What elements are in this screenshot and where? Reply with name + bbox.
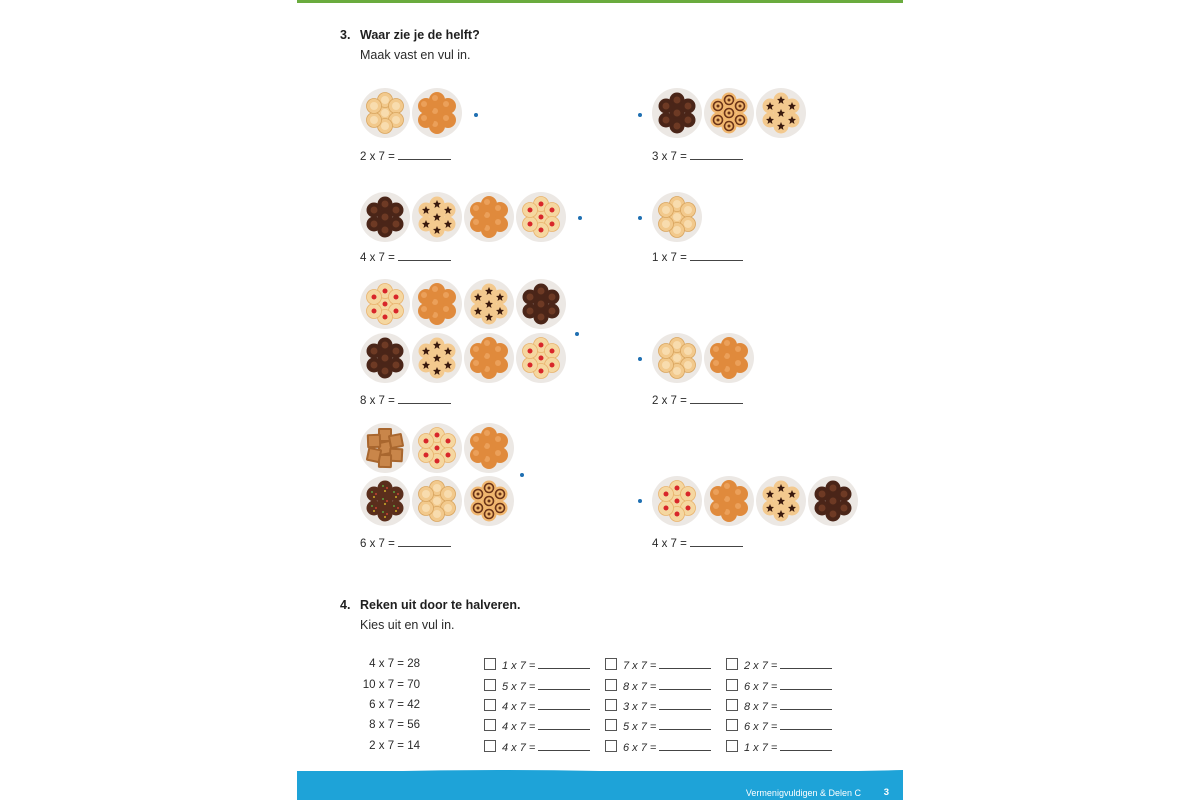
connect-dot[interactable] bbox=[575, 332, 579, 336]
checkbox[interactable] bbox=[484, 719, 496, 731]
connect-dot[interactable] bbox=[474, 113, 478, 117]
checkbox[interactable] bbox=[605, 658, 617, 670]
q3-equation: 1 x 7 = bbox=[652, 251, 743, 264]
given-equation: 6 x 7 = 42 bbox=[369, 699, 420, 711]
option-label: 6 x 7 = bbox=[744, 721, 778, 733]
answer-blank[interactable] bbox=[780, 741, 832, 751]
connect-dot[interactable] bbox=[638, 113, 642, 117]
checkbox[interactable] bbox=[726, 740, 738, 752]
option-choice bbox=[484, 740, 590, 754]
q4-number: 4. bbox=[340, 598, 351, 612]
cookie-plate bbox=[516, 279, 566, 329]
option-choice bbox=[605, 699, 711, 713]
q4-title-text: Reken uit door te halveren. bbox=[360, 598, 521, 612]
checkbox[interactable] bbox=[484, 740, 496, 752]
option-label: 4 x 7 = bbox=[502, 721, 536, 733]
cookie-plate bbox=[412, 423, 462, 473]
q3-equation: 3 x 7 = bbox=[652, 150, 743, 163]
option-label: 4 x 7 = bbox=[502, 742, 536, 754]
answer-blank[interactable] bbox=[659, 720, 711, 730]
option-label: 5 x 7 = bbox=[623, 721, 657, 733]
cookie-plate bbox=[756, 476, 806, 526]
answer-blank[interactable] bbox=[780, 659, 832, 669]
option-label: 1 x 7 = bbox=[502, 660, 536, 672]
cookie-plate bbox=[652, 476, 702, 526]
answer-blank[interactable] bbox=[780, 680, 832, 690]
cookie-plate bbox=[516, 333, 566, 383]
option-choice bbox=[726, 699, 832, 713]
answer-blank[interactable] bbox=[538, 680, 590, 690]
answer-blank[interactable] bbox=[690, 394, 743, 404]
checkbox[interactable] bbox=[605, 740, 617, 752]
option-label: 5 x 7 = bbox=[502, 681, 536, 693]
answer-blank[interactable] bbox=[780, 700, 832, 710]
checkbox[interactable] bbox=[484, 699, 496, 711]
checkbox[interactable] bbox=[726, 719, 738, 731]
cookie-plate bbox=[464, 192, 514, 242]
cookie-plate bbox=[360, 423, 410, 473]
answer-blank[interactable] bbox=[398, 150, 451, 160]
answer-blank[interactable] bbox=[538, 659, 590, 669]
option-label: 2 x 7 = bbox=[744, 660, 778, 672]
answer-blank[interactable] bbox=[690, 150, 743, 160]
cookie-plate bbox=[464, 333, 514, 383]
answer-blank[interactable] bbox=[538, 741, 590, 751]
cookie-plate bbox=[652, 192, 702, 242]
cookie-plate bbox=[756, 88, 806, 138]
given-equation: 8 x 7 = 56 bbox=[369, 719, 420, 731]
answer-blank[interactable] bbox=[659, 700, 711, 710]
q3-instruction: Maak vast en vul in. bbox=[360, 48, 471, 62]
answer-blank[interactable] bbox=[398, 394, 451, 404]
cookie-plate bbox=[360, 279, 410, 329]
cookie-plate bbox=[360, 88, 410, 138]
answer-blank[interactable] bbox=[398, 537, 451, 547]
checkbox[interactable] bbox=[726, 679, 738, 691]
answer-blank[interactable] bbox=[690, 251, 743, 261]
q3-title-text: Waar zie je de helft? bbox=[360, 28, 480, 42]
option-label: 4 x 7 = bbox=[502, 701, 536, 713]
connect-dot[interactable] bbox=[578, 216, 582, 220]
cookie-plate bbox=[412, 88, 462, 138]
checkbox[interactable] bbox=[605, 719, 617, 731]
cookie-plate bbox=[652, 88, 702, 138]
option-label: 8 x 7 = bbox=[744, 701, 778, 713]
q3-equation: 4 x 7 = bbox=[360, 251, 451, 264]
cookie-plate bbox=[704, 333, 754, 383]
footer-title: Vermenigvuldigen & Delen C bbox=[745, 788, 861, 798]
cookie-plate bbox=[808, 476, 858, 526]
option-choice bbox=[726, 740, 832, 754]
cookie-plate bbox=[360, 476, 410, 526]
worksheet-page bbox=[297, 0, 903, 800]
q3-title bbox=[340, 28, 480, 42]
cookie-plate bbox=[464, 476, 514, 526]
option-choice bbox=[484, 719, 590, 733]
cookie-plate bbox=[652, 333, 702, 383]
cookie-plate bbox=[704, 476, 754, 526]
answer-blank[interactable] bbox=[659, 741, 711, 751]
answer-blank[interactable] bbox=[690, 537, 743, 547]
top-rule bbox=[297, 0, 903, 3]
checkbox[interactable] bbox=[484, 658, 496, 670]
q3-number: 3. bbox=[340, 28, 351, 42]
cookie-plate bbox=[412, 476, 462, 526]
q3-equation: 2 x 7 = bbox=[652, 394, 743, 407]
checkbox[interactable] bbox=[484, 679, 496, 691]
connect-dot[interactable] bbox=[638, 499, 642, 503]
connect-dot[interactable] bbox=[638, 357, 642, 361]
option-choice bbox=[726, 658, 832, 672]
cookie-plate bbox=[360, 333, 410, 383]
checkbox[interactable] bbox=[605, 679, 617, 691]
cookie-plate bbox=[412, 333, 462, 383]
checkbox[interactable] bbox=[726, 699, 738, 711]
cookie-plate bbox=[464, 423, 514, 473]
cookie-plate bbox=[704, 88, 754, 138]
option-label: 1 x 7 = bbox=[744, 742, 778, 754]
connect-dot[interactable] bbox=[520, 473, 524, 477]
checkbox[interactable] bbox=[726, 658, 738, 670]
cookie-plate bbox=[360, 192, 410, 242]
connect-dot[interactable] bbox=[638, 216, 642, 220]
q3-equation: 6 x 7 = bbox=[360, 537, 451, 550]
answer-blank[interactable] bbox=[780, 720, 832, 730]
option-label: 7 x 7 = bbox=[623, 660, 657, 672]
option-choice bbox=[484, 679, 590, 693]
option-label: 3 x 7 = bbox=[623, 701, 657, 713]
option-choice bbox=[726, 679, 832, 693]
q3-equation: 2 x 7 = bbox=[360, 150, 451, 163]
q3-equation: 4 x 7 = bbox=[652, 537, 743, 550]
option-choice bbox=[605, 719, 711, 733]
option-choice bbox=[605, 740, 711, 754]
option-label: 8 x 7 = bbox=[623, 681, 657, 693]
page-number: 3 bbox=[883, 787, 889, 798]
cookie-plate bbox=[412, 192, 462, 242]
answer-blank[interactable] bbox=[659, 659, 711, 669]
option-choice bbox=[605, 679, 711, 693]
footer-bar bbox=[297, 771, 903, 800]
option-choice bbox=[726, 719, 832, 733]
answer-blank[interactable] bbox=[398, 251, 451, 261]
cookie-plate bbox=[516, 192, 566, 242]
given-equation: 4 x 7 = 28 bbox=[369, 658, 420, 670]
q4-instruction: Kies uit en vul in. bbox=[360, 618, 455, 632]
q4-title bbox=[340, 598, 520, 612]
cookie-plate bbox=[464, 279, 514, 329]
q3-equation: 8 x 7 = bbox=[360, 394, 451, 407]
option-label: 6 x 7 = bbox=[623, 742, 657, 754]
option-label: 6 x 7 = bbox=[744, 681, 778, 693]
option-choice bbox=[484, 658, 590, 672]
answer-blank[interactable] bbox=[538, 720, 590, 730]
given-equation: 2 x 7 = 14 bbox=[369, 740, 420, 752]
option-choice bbox=[484, 699, 590, 713]
given-equation: 10 x 7 = 70 bbox=[362, 679, 420, 691]
footer-wave bbox=[297, 768, 903, 774]
answer-blank[interactable] bbox=[659, 680, 711, 690]
answer-blank[interactable] bbox=[538, 700, 590, 710]
checkbox[interactable] bbox=[605, 699, 617, 711]
cookie-plate bbox=[412, 279, 462, 329]
option-choice bbox=[605, 658, 711, 672]
